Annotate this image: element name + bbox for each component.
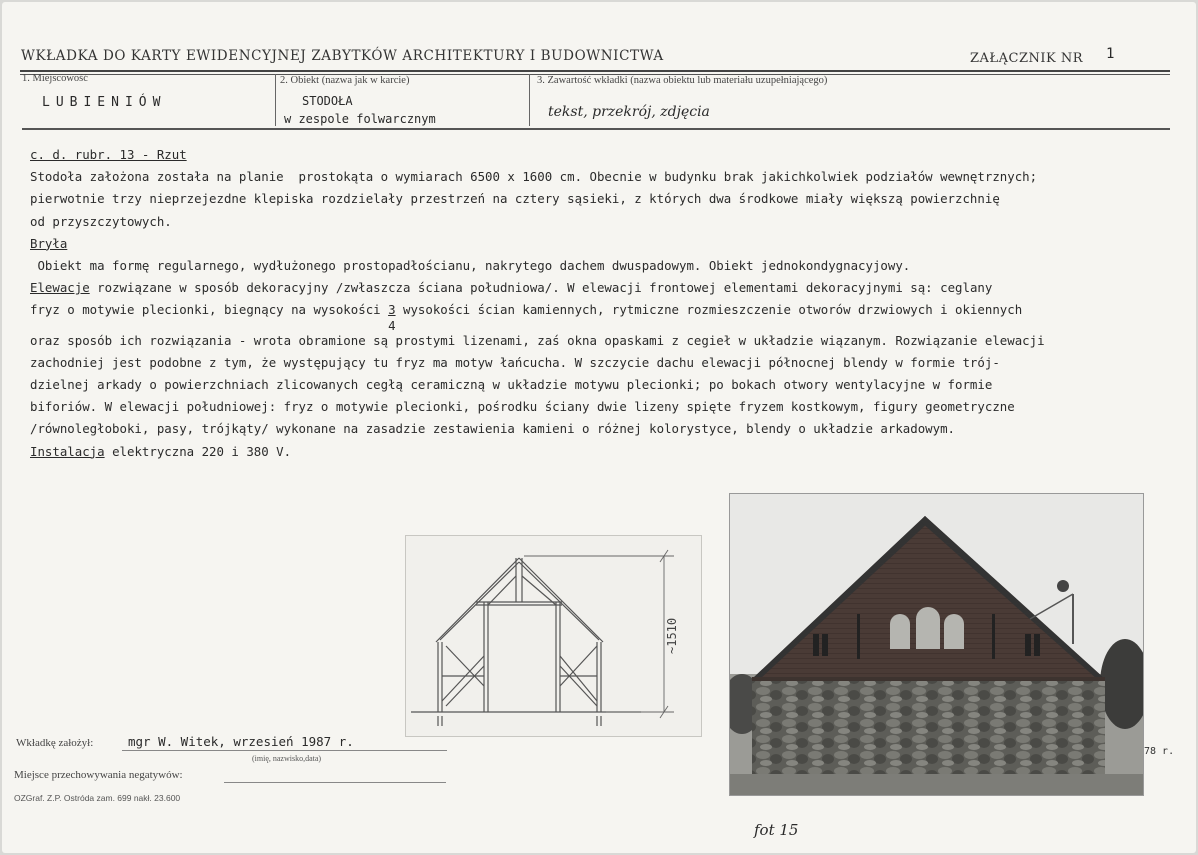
fraction-denominator: 4 [388,318,396,334]
body-line-13: /równoległoboki, pasy, trójkąty/ wykonane na zasadzie zestawienia kamieni o różnej kolorystyce, blendy o układzie arkadowym. [30,421,956,437]
object-value-line2: w zespole folwarcznym [284,112,436,126]
body-line-11: dzielnej arkady o powierzchniach zlicowanych cegłą ceramiczną w układzie motywu plecionki; po bokach otwory wentylacyjne w formie [30,377,993,393]
fraction-numerator: 3 [388,302,396,318]
author-sub-label: (imię, nazwisko,data) [252,754,322,763]
dimension-label: ~1510 [665,617,679,654]
fraction [388,299,396,334]
record-sheet [2,2,1196,853]
storage-label: Miejsce przechowywania negatywów: [14,769,183,781]
body-line-8a: fryz o motywie plecionki, biegnący na wysokości [30,302,389,318]
elewacje-heading: Elewacje [30,280,90,296]
object-label: 2. Obiekt (nazwa jak w karcie) [280,75,410,86]
instalacja-heading: Instalacja [30,443,105,459]
locality-value: LUBIENIÓW [42,95,167,110]
photo-caption: fot 15 [754,821,799,839]
locality-label: 1. Miejscowość [22,73,88,84]
body-line-12: biforiów. W elewacji południowej: fryz o motywie plecionki, pośrodku ściany dwie lizeny spięte fryzem kostkowym, figury geometryczne [30,399,1015,415]
printer-info: OZGraf. Z.P. Ostróda zam. 699 nakł. 23.600 [14,793,181,803]
contents-value: tekst, przekrój, zdjęcia [548,104,710,120]
description-text [30,144,1190,463]
storage-underline [224,782,446,783]
body-line-8b: wysokości ścian kamiennych, rytmiczne rozmieszczenie otworów drzwiowych i okiennych [395,302,1023,318]
body-line-10: zachodniej jest podobne z tym, że występujący tu fryz ma motyw łańcucha. W szczycie dachu elewacji północnej blendy w formie trój- [30,354,1000,370]
form-title: WKŁADKA DO KARTY EWIDENCYJNEJ ZABYTKÓW ARCHITEKTURY I BUDOWNICTWA [21,48,664,64]
cross-section-drawing [405,535,702,737]
body-line-2: Stodoła założona została na planie prostokąta o wymiarach 6500 x 1600 cm. Obecnie w budynku brak jakichkolwiek podziałów wewnętrznych; [30,169,1038,185]
author-underline [122,750,447,751]
author-value: mgr W. Witek, wrzesień 1987 r. [128,734,354,749]
author-label: Wkładkę założył: [16,737,94,749]
annex-label: ZAŁĄCZNIK NR [970,51,1084,66]
body-line-9: oraz sposób ich rozwiązania - wrota obramione są prostymi lizenami, zaś okna opaskami z cegieł w układzie wiązanym. Rozwiązanie elewacji [30,332,1045,348]
fields-bottom-rule [22,128,1170,130]
body-line-3: pierwotnie trzy nieprzejezdne klepiska rozdzielały przestrzeń na cztery sąsieki, z których dwa środkowe miały większą powierzchnię [30,191,1000,207]
continuation-heading: c. d. rubr. 13 - Rzut [30,147,187,162]
object-value-line1: STODOŁA [302,94,353,108]
bryla-heading: Bryła [30,235,68,251]
body-line-7: rozwiązane w sposób dekoracyjny /zwłaszcza ściana południowa/. W elewacji frontowej elementami dekoracyjnymi są: ceglany [89,280,993,296]
barn-cross-section [406,536,701,736]
annex-number: 1 [1106,46,1115,62]
field-divider-2 [529,74,530,126]
contents-label: 3. Zawartość wkładki (nazwa obiektu lub materiału uzupełniającego) [537,75,828,86]
body-line-14: elektryczna 220 i 380 V. [104,443,292,459]
body-line-4: od przyszczytowych. [30,213,172,229]
side-note: 78 r. [1144,746,1175,757]
body-line-6: Obiekt ma formę regularnego, wydłużonego prostopadłościanu, nakrytego dachem dwuspadowym. Obiekt jednokondygnacyjowy. [30,258,911,274]
header-rule [20,70,1170,72]
barn-photo [729,493,1144,796]
barn-gable-image [730,494,1143,795]
field-divider-1 [275,74,276,126]
